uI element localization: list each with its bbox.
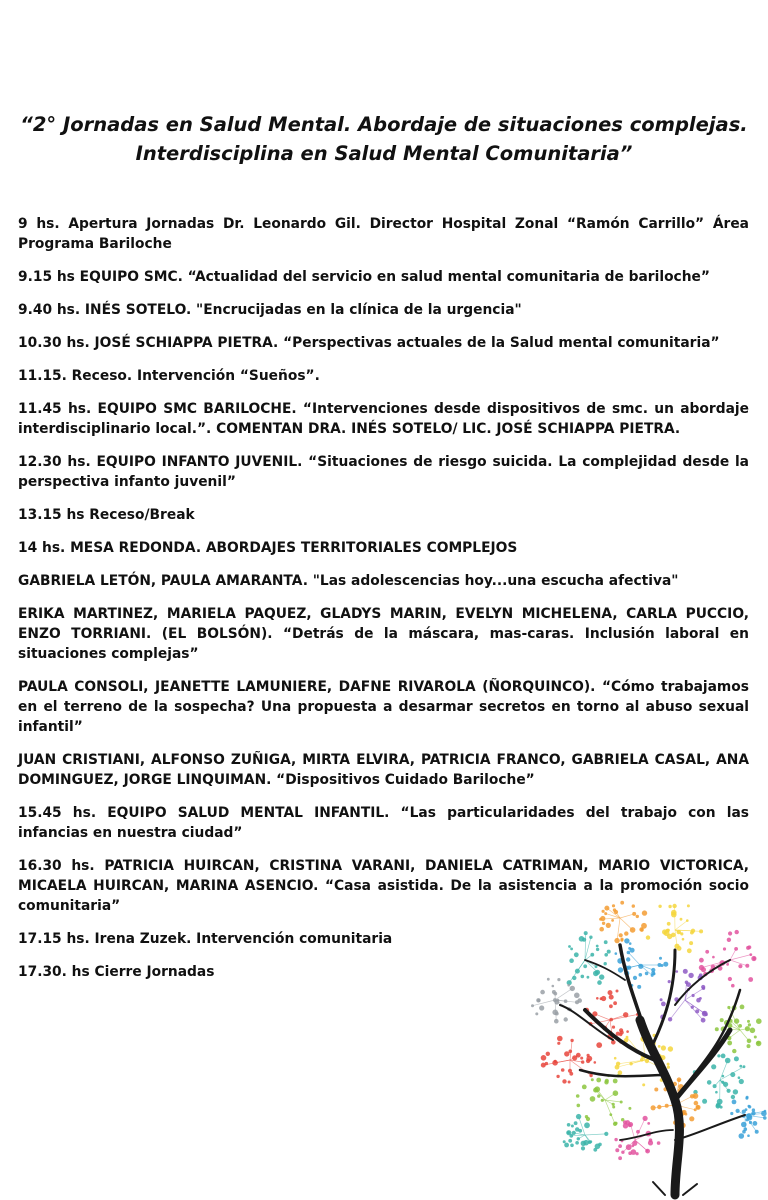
blossom-dot [661, 1045, 666, 1050]
blossom-dot [748, 1105, 751, 1108]
blossom-dot [619, 933, 623, 937]
program-item: 10.30 hs. JOSÉ SCHIAPPA PIETRA. “Perspectivas actuales de la Salud mental comunitaria” [18, 335, 720, 351]
blossom-twig [620, 914, 634, 918]
blossom-dot [567, 984, 570, 987]
colorful-tree-icon [525, 890, 768, 1200]
blossom-dot [641, 923, 647, 929]
blossom-dot [671, 910, 677, 916]
blossom-dot [683, 969, 688, 974]
blossom-dot [568, 1081, 571, 1084]
blossom-dot [598, 1143, 602, 1147]
blossom-dot [574, 1121, 578, 1125]
blossom-dot [747, 1134, 750, 1137]
blossom-dot [597, 980, 602, 985]
blossom-dot [721, 1054, 726, 1059]
blossom-dot [613, 1079, 618, 1084]
blossom-dot [586, 1059, 590, 1063]
blossom-dot [661, 964, 664, 967]
blossom-dot [705, 950, 709, 954]
blossom-dot [605, 1079, 609, 1083]
blossom-dot [570, 1144, 574, 1148]
blossom-dot [680, 918, 683, 921]
blossom-dot [642, 910, 647, 915]
blossom-dot [631, 1144, 634, 1147]
blossom-dot [745, 1108, 748, 1111]
blossom-twig [620, 918, 633, 930]
blossom-dot [567, 1123, 571, 1127]
blossom-dot [657, 1141, 661, 1145]
blossom-dot [730, 1112, 733, 1115]
blossom-dot [576, 1053, 581, 1058]
blossom-dot [596, 1078, 601, 1083]
blossom-dot [746, 1118, 749, 1121]
program-item: 11.45 hs. EQUIPO SMC BARILOCHE. “Intervenciones desde dispositivos de smc. un abordaje interdisciplinario local.”. COMENTAN DRA. INÉS SOTELO/ LIC. JOSÉ SCHIAPPA PIETRA. [18, 401, 749, 437]
blossom-dot [728, 931, 732, 935]
title-line-2: Interdisciplina en Salud Mental Comunitaria” [135, 142, 633, 165]
blossom-twig [740, 1030, 749, 1041]
program-item: 11.15. Receso. Intervención “Sueños”. [18, 368, 320, 384]
blossom-dot [636, 915, 639, 918]
blossom-dot [602, 922, 605, 925]
blossom-dot [688, 973, 693, 978]
blossom-twig [617, 918, 620, 941]
blossom-dot [693, 1093, 699, 1099]
blossom-dot [608, 990, 613, 995]
blossom-dot [615, 1148, 619, 1152]
blossom-dot [609, 995, 614, 1000]
blossom-dot [649, 1138, 653, 1142]
blossom-dot [612, 904, 615, 907]
blossom-dot [628, 1107, 631, 1110]
blossom-dot [716, 1104, 721, 1109]
blossom-dot [597, 1094, 600, 1097]
blossom-twig [569, 960, 585, 983]
blossom-dot [666, 929, 670, 933]
blossom-dot [596, 997, 599, 1000]
blossom-dot [749, 1121, 752, 1124]
blossom-dot [568, 1139, 572, 1143]
blossom-dot [576, 1094, 580, 1098]
blossom-dot [640, 928, 643, 931]
blossom-dot [599, 927, 604, 932]
program-item: JUAN CRISTIANI, ALFONSO ZUÑIGA, MIRTA ELVIRA, PATRICIA FRANCO, GABRIELA CASAL, ANA DOMINGUEZ, JORGE LINQUIMAN. “Dispositivos Cuidado Bariloche” [18, 752, 749, 788]
blossom-dot [727, 1041, 732, 1046]
blossom-dot [748, 1023, 751, 1026]
blossom-twig [720, 1061, 728, 1081]
blossom-dot [701, 967, 706, 972]
title-line-1: “2° Jornadas en Salud Mental. Abordaje de situaciones complejas. [20, 113, 748, 136]
blossom-dot [600, 916, 605, 921]
blossom-dot [651, 968, 655, 972]
blossom-dot [668, 905, 671, 908]
blossom-dot [613, 908, 616, 911]
blossom-dot [733, 1089, 738, 1094]
blossom-dot [735, 930, 739, 934]
program-item: 14 hs. MESA REDONDA. ABORDAJES TERRITORIALES COMPLEJOS [18, 540, 518, 556]
blossom-dot [732, 1049, 736, 1053]
blossom-twig [720, 1067, 744, 1080]
blossom-dot [659, 957, 662, 960]
blossom-dot [564, 1051, 569, 1056]
page-title [20, 110, 748, 168]
blossom-dot [734, 1018, 739, 1023]
blossom-twig [635, 1140, 648, 1151]
blossom-dot [541, 1055, 547, 1061]
blossom-dot [660, 998, 663, 1001]
blossom-dot [552, 985, 555, 988]
blossom-dot [545, 1062, 548, 1065]
blossom-dot [575, 1141, 579, 1145]
program-item: 9 hs. Apertura Jornadas Dr. Leonardo Gil. Director Hospital Zonal “Ramón Carrillo” Área Programa Bariloche [18, 216, 749, 252]
blossom-dot [692, 994, 695, 997]
blossom-dot [654, 1088, 658, 1092]
blossom-dot [753, 1121, 758, 1126]
blossom-dot [731, 984, 735, 988]
blossom-dot [661, 1002, 666, 1007]
blossom-dot [596, 1042, 602, 1048]
blossom-dot [726, 963, 729, 966]
blossom-dot [750, 1028, 756, 1034]
blossom-dot [612, 1026, 615, 1029]
blossom-dot [612, 1106, 615, 1109]
tree-trunk [560, 945, 745, 1195]
blossom-dot [557, 978, 560, 981]
blossom-twig [605, 1093, 615, 1100]
blossom-dot [754, 1036, 757, 1039]
blossom-dot [667, 922, 671, 926]
blossom-dot [682, 938, 685, 941]
blossom-dot [609, 1004, 613, 1008]
program-item: 15.45 hs. EQUIPO SALUD MENTAL INFANTIL. “Las particularidades del trabajo con las infancias en nuestra ciudad” [18, 805, 749, 841]
blossom-dot [577, 1137, 580, 1140]
program-item: 17.30. hs Cierre Jornadas [18, 964, 215, 980]
blossom-dot [594, 1061, 597, 1064]
blossom-dot [747, 1020, 750, 1023]
blossom-dot [620, 901, 624, 905]
program-item: 9.15 hs EQUIPO SMC. “Actualidad del servicio en salud mental comunitaria de bariloche” [18, 269, 710, 285]
blossom-dot [756, 1041, 762, 1047]
blossom-dot [689, 941, 693, 945]
blossom-dot [570, 948, 573, 951]
blossom-dot [590, 1096, 596, 1102]
tree-branch [620, 1130, 673, 1140]
blossom-dot [591, 1078, 594, 1081]
blossom-dot [668, 1046, 673, 1051]
blossom-dot [712, 956, 715, 959]
program-item: PAULA CONSOLI, JEANETTE LAMUNIERE, DAFNE RIVAROLA (ÑORQUINCO). “Cómo trabajamos en el terreno de la sospecha? Una propuesta a desarmar secretos en torno al abuso sexual infantil” [18, 679, 749, 735]
blossom-dot [741, 1122, 747, 1128]
blossom-dot [552, 1010, 558, 1016]
blossom-dot [546, 1052, 550, 1056]
blossom-twig [715, 1080, 720, 1086]
blossom-dot [753, 957, 756, 960]
blossom-dot [739, 1065, 742, 1068]
blossom-dot [680, 932, 683, 935]
blossom-dot [574, 952, 579, 957]
blossom-dot [734, 1056, 739, 1061]
blossom-dot [676, 970, 679, 973]
blossom-dot [567, 1131, 570, 1134]
blossom-dot [738, 964, 742, 968]
blossom-dot [577, 1104, 581, 1108]
blossom-dot [600, 997, 603, 1000]
blossom-dot [699, 958, 704, 963]
blossom-dot [557, 999, 560, 1002]
blossom-dot [556, 1075, 559, 1078]
blossom-dot [626, 957, 630, 961]
blossom-dot [614, 1138, 617, 1141]
blossom-dot [613, 1122, 617, 1126]
blossom-dot [571, 1125, 574, 1128]
blossom-twig [555, 988, 572, 1000]
blossom-dot [613, 1001, 617, 1005]
blossom-dot [694, 1101, 699, 1106]
blossom-dot [632, 904, 635, 907]
blossom-dot [604, 940, 608, 944]
blossom-dot [596, 945, 599, 948]
blossom-dot [748, 977, 753, 982]
blossom-dot [738, 1076, 741, 1079]
blossom-dot [696, 998, 701, 1003]
blossom-dot [628, 1123, 632, 1127]
blossom-dot [667, 1066, 670, 1069]
blossom-dot [583, 1140, 589, 1146]
blossom-twig [653, 1105, 675, 1108]
blossom-dot [687, 904, 690, 907]
blossom-dot [569, 958, 574, 963]
blossom-dot [586, 1117, 590, 1121]
blossom-dot [582, 1085, 587, 1090]
blossom-dot [616, 1032, 620, 1036]
blossom-dot [691, 1006, 694, 1009]
blossom-dot [540, 990, 545, 995]
blossom-dot [602, 910, 605, 913]
blossom-dot [554, 1060, 557, 1063]
blossom-dot [539, 1005, 544, 1010]
blossom-dot [736, 1109, 740, 1113]
blossom-dot [623, 1123, 628, 1128]
blossom-dot [575, 1127, 579, 1131]
blossom-dot [564, 1143, 569, 1148]
blossom-dot [707, 1080, 712, 1085]
blossom-dot [743, 1065, 746, 1068]
blossom-dot [701, 985, 705, 989]
blossom-dot [593, 971, 599, 977]
blossom-dot [618, 1144, 622, 1148]
tree-branch [653, 1182, 697, 1195]
blossom-dot [646, 935, 650, 939]
blossom-dot [604, 962, 607, 965]
blossom-dot [717, 1054, 720, 1057]
blossom-dot [747, 1044, 751, 1048]
blossom-dot [577, 998, 582, 1003]
blossom-dot [618, 967, 623, 972]
program-item: 13.15 hs Receso/Break [18, 507, 195, 523]
blossom-dot [663, 962, 668, 967]
blossom-dot [720, 1018, 724, 1022]
blossom-twig [533, 1000, 556, 1006]
blossom-dot [624, 931, 628, 935]
blossom-dot [738, 1024, 742, 1028]
blossom-twig [571, 1135, 585, 1136]
blossom-twig [585, 933, 586, 960]
blossom-dot [689, 1116, 694, 1121]
blossom-dot [633, 976, 637, 980]
blossom-dot [695, 1009, 699, 1013]
blossom-dot [557, 1036, 563, 1042]
blossom-dot [568, 945, 571, 948]
blossom-dot [668, 980, 671, 983]
blossom-dot [723, 947, 726, 950]
blossom-twig [585, 1134, 606, 1135]
blossom-dot [596, 948, 599, 951]
blossom-dot [583, 964, 587, 968]
blossom-dot [584, 1122, 590, 1128]
blossom-dot [581, 975, 585, 979]
blossom-dot [705, 1013, 708, 1016]
program-list [18, 214, 749, 995]
program-item: ERIKA MARTINEZ, MARIELA PAQUEZ, GLADYS MARIN, EVELYN MICHELENA, CARLA PUCCIO, ENZO TORRIANI. (EL BOLSÓN). “Detrás de la máscara, mas-caras. Inclusión laboral en situaciones complejas” [18, 606, 749, 662]
blossom-dot [687, 948, 692, 953]
blossom-dot [711, 1064, 716, 1069]
blossom-dot [626, 1030, 629, 1033]
blossom-twig [685, 1000, 705, 1014]
blossom-twig [730, 955, 751, 960]
blossom-dot [564, 1017, 568, 1021]
program-item: 9.40 hs. INÉS SOTELO. "Encrucijadas en la clínica de la urgencia" [18, 302, 522, 318]
blossom-dot [620, 939, 623, 942]
blossom-dot [587, 976, 590, 979]
blossom-dot [581, 1146, 585, 1150]
blossom-dot [535, 1012, 538, 1015]
blossom-dot [739, 1079, 744, 1084]
tree-branch [675, 1115, 745, 1140]
blossom-dot [671, 933, 676, 938]
program-item: 16.30 hs. PATRICIA HUIRCAN, CRISTINA VARANI, DANIELA CATRIMAN, MARIO VICTORICA, MICAELA HUIRCAN, MARINA ASENCIO. “Casa asistida. De la asistencia a la promoción socio comunitaria” [18, 858, 749, 914]
blossom-dot [667, 1063, 670, 1066]
blossom-dot [624, 938, 629, 943]
program-item: 17.15 hs. Irena Zuzek. Intervención comunitaria [18, 931, 393, 947]
blossom-dot [563, 1140, 566, 1143]
blossom-dot [632, 912, 636, 916]
blossom-dot [715, 1027, 719, 1031]
blossom-twig [730, 960, 747, 966]
blossom-dot [728, 977, 732, 981]
blossom-dot [740, 1005, 745, 1010]
program-item: GABRIELA LETÓN, PAULA AMARANTA. "Las adolescencias hoy...una escucha afectiva" [18, 573, 679, 589]
blossom-dot [616, 990, 619, 993]
blossom-dot [727, 938, 731, 942]
blossom-dot [631, 1149, 637, 1155]
blossom-dot [562, 1079, 566, 1083]
blossom-dot [614, 1057, 617, 1060]
blossom-dot [642, 1083, 645, 1086]
blossom-dot [748, 945, 752, 949]
blossom-dot [636, 1152, 639, 1155]
blossom-dot [731, 1095, 735, 1099]
blossom-dot [611, 919, 614, 922]
blossom-dot [715, 1091, 718, 1094]
blossom-dot [580, 1057, 583, 1060]
blossom-dot [604, 953, 608, 957]
blossom-dot [725, 1058, 731, 1064]
blossom-dot [613, 1090, 619, 1096]
blossom-dot [739, 1133, 745, 1139]
blossom-dot [658, 1045, 661, 1048]
blossom-dot [647, 1122, 650, 1125]
blossom-dot [629, 942, 632, 945]
blossom-dot [561, 1068, 565, 1072]
blossom-dot [637, 985, 641, 989]
program-item: 12.30 hs. EQUIPO INFANTO JUVENIL. “Situaciones de riesgo suicida. La complejidad desde la perspectiva infanto juvenil” [18, 454, 749, 490]
blossom-dot [746, 1096, 749, 1099]
blossom-dot [615, 952, 618, 955]
blossom-dot [607, 950, 611, 954]
blossom-dot [618, 1156, 622, 1160]
blossom-dot [599, 974, 604, 979]
blossom-dot [536, 998, 540, 1002]
blossom-dot [756, 1018, 762, 1024]
blossom-dot [574, 993, 580, 999]
blossom-dot [626, 1144, 632, 1150]
blossom-dot [702, 1099, 707, 1104]
blossom-dot [606, 923, 611, 928]
blossom-dot [658, 905, 661, 908]
blossom-dot [630, 948, 635, 953]
blossom-dot [557, 1042, 560, 1045]
blossom-dot [639, 973, 643, 977]
blossom-dot [732, 1100, 737, 1105]
blossom-twig [675, 921, 687, 930]
blossom-dot [547, 978, 550, 981]
